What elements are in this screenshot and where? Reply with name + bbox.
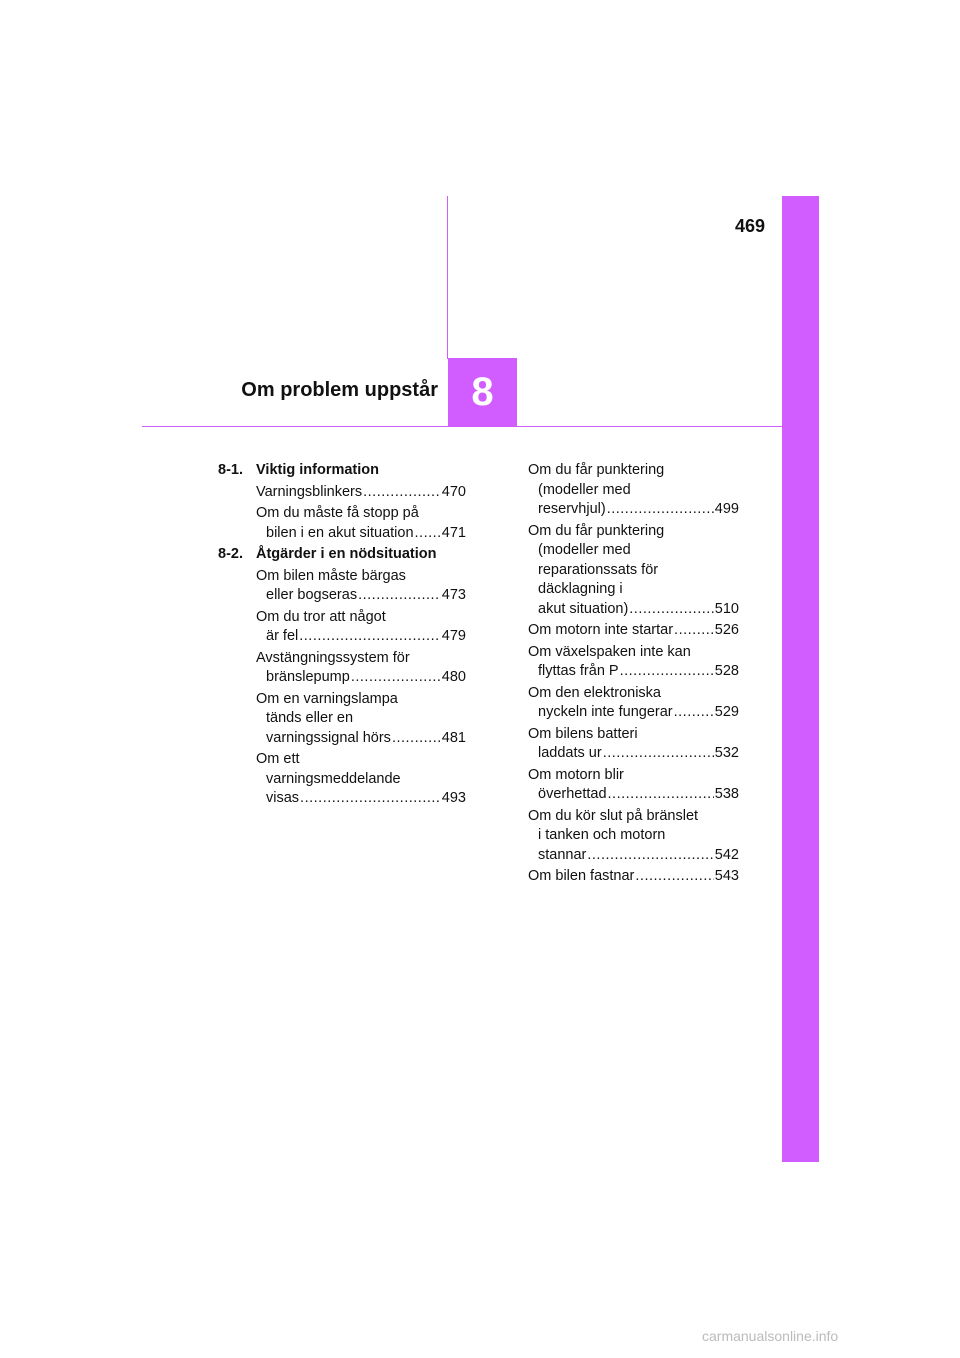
toc-entry-text: varningssignal hörs xyxy=(266,729,391,746)
toc-entry-line: Om bilens batteri xyxy=(528,725,638,742)
toc-entry-line: tänds eller en xyxy=(266,710,354,726)
toc-section xyxy=(218,545,466,809)
toc-entry[interactable] xyxy=(528,867,739,887)
toc-entry-text: är fel xyxy=(266,628,299,644)
toc-entry-line: Om du måste få stopp på xyxy=(256,505,419,521)
toc-entry-last-line xyxy=(256,729,466,749)
toc-section xyxy=(218,461,466,543)
toc-entry-line: däcklagning i xyxy=(538,581,623,597)
toc-entry[interactable] xyxy=(256,504,466,543)
toc-entry-text: eller bogseras xyxy=(266,587,358,603)
toc-entry[interactable] xyxy=(528,643,739,682)
chapter-number-badge: 8 xyxy=(448,358,517,427)
toc-page-number: 479 xyxy=(441,628,466,644)
toc-entry-text: nyckeln inte fungerar xyxy=(538,704,673,720)
toc-entry-text: Varningsblinkers xyxy=(256,483,363,500)
toc-entry-last-line xyxy=(256,586,466,606)
toc-entry-line: Om den elektroniska xyxy=(528,684,661,701)
toc-page-number: 473 xyxy=(441,587,466,603)
dot-leader xyxy=(674,621,714,641)
chapter-title: Om problem uppstår xyxy=(241,379,438,401)
toc-entry-last-line xyxy=(528,621,739,641)
dot-leader xyxy=(351,668,441,688)
toc-page-number: 493 xyxy=(441,790,466,806)
toc-entry-text: flyttas från P xyxy=(538,663,619,679)
toc-entry[interactable] xyxy=(256,483,466,503)
dot-leader xyxy=(607,500,714,520)
toc-page-number: 543 xyxy=(714,868,739,884)
toc-entry-last-line xyxy=(528,662,739,682)
toc-entry-text: Om motorn inte startar xyxy=(528,622,674,638)
toc-section-heading[interactable] xyxy=(218,545,466,565)
toc-entry[interactable] xyxy=(256,750,466,809)
toc-page-number: 480 xyxy=(441,669,466,685)
toc-entry-last-line xyxy=(528,703,739,723)
toc-entry-last-line xyxy=(528,785,739,805)
watermark: carmanualsonline.info xyxy=(702,1328,839,1344)
toc-entry-last-line xyxy=(256,789,466,809)
dot-leader xyxy=(392,729,441,749)
toc-entry[interactable] xyxy=(256,690,466,749)
toc-entry[interactable] xyxy=(528,807,739,866)
toc-entry-text: stannar xyxy=(538,846,587,863)
toc-entry[interactable] xyxy=(256,567,466,606)
toc-page-number: 470 xyxy=(441,483,466,500)
toc-entry-last-line xyxy=(528,600,739,620)
toc-entry[interactable] xyxy=(528,461,739,520)
toc-entry-last-line xyxy=(256,627,466,647)
toc-entry-text: Om bilen fastnar xyxy=(528,868,635,884)
toc-entry-last-line xyxy=(528,500,739,520)
toc-entry-line: Om en varningslampa xyxy=(256,690,398,707)
toc-entries xyxy=(256,483,466,544)
toc-entry-line: Om bilen måste bärgas xyxy=(256,567,406,584)
toc-entry[interactable] xyxy=(528,621,739,641)
vertical-divider xyxy=(447,196,448,359)
dot-leader xyxy=(299,627,441,647)
dot-leader xyxy=(635,867,713,887)
chapter-side-tab xyxy=(782,196,819,1162)
toc-page-number: 529 xyxy=(714,704,739,720)
toc-page-number: 499 xyxy=(714,501,739,517)
toc-entry-line: Om du får punktering xyxy=(528,522,665,539)
toc-entry-last-line xyxy=(256,524,466,544)
toc-entry-line: Om motorn blir xyxy=(528,766,624,783)
toc-entry-last-line xyxy=(528,867,739,887)
toc-entry[interactable] xyxy=(256,608,466,647)
toc-entry-text: bilen i en akut situation xyxy=(266,524,414,541)
toc-entry-line: reparationssats för xyxy=(538,561,659,578)
toc-entry-last-line xyxy=(528,744,739,764)
toc-entry[interactable] xyxy=(256,649,466,688)
toc-entry-line: i tanken och motorn xyxy=(538,827,666,843)
toc-entry-text: bränslepump xyxy=(266,669,350,685)
toc-entry-text: laddats ur xyxy=(538,745,602,761)
toc-entry[interactable] xyxy=(528,684,739,723)
dot-leader xyxy=(363,483,441,503)
page-number: 469 xyxy=(735,216,766,236)
toc-page-number: 526 xyxy=(714,622,739,638)
toc-entry[interactable] xyxy=(528,522,739,620)
toc-entry-line: Om du kör slut på bränslet xyxy=(528,807,699,824)
toc-entry-line: Om du tror att något xyxy=(256,608,386,625)
toc-entries xyxy=(256,567,466,809)
toc-page-number: 510 xyxy=(714,600,739,617)
dot-leader xyxy=(300,789,441,809)
toc-entry-last-line xyxy=(256,483,466,503)
toc-entry-line: varningsmeddelande xyxy=(266,770,401,787)
toc-column-right xyxy=(528,461,739,889)
toc-page-number: 532 xyxy=(714,745,739,761)
toc-entry-last-line xyxy=(256,668,466,688)
toc-entry-last-line xyxy=(528,846,739,866)
toc-entry-line: Avstängningssystem för xyxy=(256,649,410,666)
toc-page-number: 471 xyxy=(441,524,466,541)
toc-page-number: 542 xyxy=(714,846,739,863)
toc-section-heading[interactable] xyxy=(218,461,466,481)
toc-page-number: 528 xyxy=(714,663,739,679)
dot-leader xyxy=(674,703,714,723)
toc-entry-text: reservhjul) xyxy=(538,501,606,517)
toc-section-number: 8-2. xyxy=(218,546,243,562)
dot-leader xyxy=(587,846,713,866)
toc-entries xyxy=(528,461,739,887)
dot-leader xyxy=(358,586,441,606)
toc-entry-text: överhettad xyxy=(538,786,607,802)
toc-section-title: Viktig information xyxy=(256,462,379,478)
toc-entry-text: visas xyxy=(266,790,300,806)
toc-entry-line: Om du får punktering xyxy=(528,462,665,478)
dot-leader xyxy=(608,785,714,805)
toc-page-number: 538 xyxy=(714,786,739,802)
toc-entry-line: (modeller med xyxy=(538,481,631,498)
toc-entry[interactable] xyxy=(528,725,739,764)
toc-section-number: 8-1. xyxy=(218,462,243,478)
toc-entry-line: Om växelspaken inte kan xyxy=(528,643,691,660)
toc-entry-text: akut situation) xyxy=(538,600,629,617)
toc-entry[interactable] xyxy=(528,766,739,805)
dot-leader xyxy=(603,744,714,764)
toc-page-number: 481 xyxy=(441,729,466,746)
toc-entry-line: (modeller med xyxy=(538,542,631,558)
dot-leader xyxy=(629,600,714,620)
dot-leader xyxy=(415,524,441,544)
toc-section-title: Åtgärder i en nödsituation xyxy=(256,546,437,562)
toc-entry-line: Om ett xyxy=(256,751,300,767)
toc-column-left xyxy=(218,461,466,811)
dot-leader xyxy=(620,662,714,682)
